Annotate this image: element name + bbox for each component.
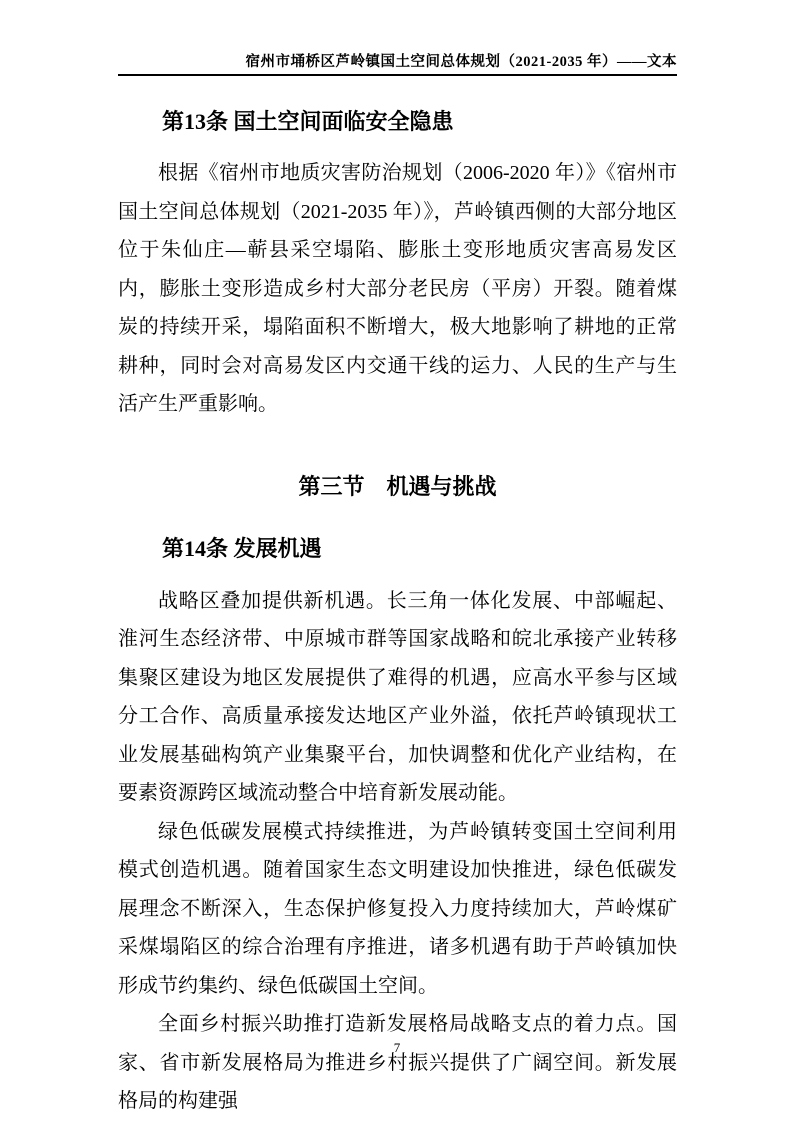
page-header <box>118 53 677 76</box>
page-footer <box>0 1040 794 1056</box>
article-13-heading: 第13条 国土空间面临安全隐患 <box>162 109 454 134</box>
article-14-paragraph-1: 战略区叠加提供新机遇。长三角一体化发展、中部崛起、淮河生态经济带、中原城市群等国家战略和皖北承接产业转移集聚区建设为地区发展提供了难得的机遇，应高水平参与区域分工合作、高质量承接发达地区产业外溢，依托芦岭镇现状工业发展基础构筑产业集聚平台，加快调整和优化产业结构，在要素资源跨区域流动整合中培育新发展动能。 <box>118 589 677 804</box>
page-content-area <box>118 0 677 1121</box>
article-13-paragraph: 根据《宿州市地质灾害防治规划（2006-2020 年）》《宿州市国土空间总体规划（2021-2035 年）》，芦岭镇西侧的大部分地区位于朱仙庄—蕲县采空塌陷、膨胀土变形地质灾害高易发区内，膨胀土变形造成乡村大部分老民房（平房）开裂。随着煤炭的持续开采，塌陷面积不断增大，极大地影响了耕地的正常耕种，同时会对高易发区内交通干线的运力、人民的生产与生活产生严重影响。 <box>118 162 677 415</box>
article-14-paragraph-2: 绿色低碳发展模式持续推进，为芦岭镇转变国土空间利用模式创造机遇。随着国家生态文明建设加快推进，绿色低碳发展理念不断深入，生态保护修复投入力度持续加大，芦岭煤矿采煤塌陷区的综合治理有序推进，诸多机遇有助于芦岭镇加快形成节约集约、绿色低碳国土空间。 <box>118 820 677 997</box>
page-number: 7 <box>393 1040 401 1055</box>
article-14-paragraph-3: 全面乡村振兴助推打造新发展格局战略支点的着力点。国家、省市新发展格局为推进乡村振兴提供了广阔空间。新发展格局的构建强 <box>118 1013 677 1112</box>
header-title: 宿州市埇桥区芦岭镇国土空间总体规划（2021-2035 年）——文本 <box>245 54 677 70</box>
article-14-heading: 第14条 发展机遇 <box>162 535 322 561</box>
section-3-heading: 第三节 机遇与挑战 <box>298 473 497 499</box>
